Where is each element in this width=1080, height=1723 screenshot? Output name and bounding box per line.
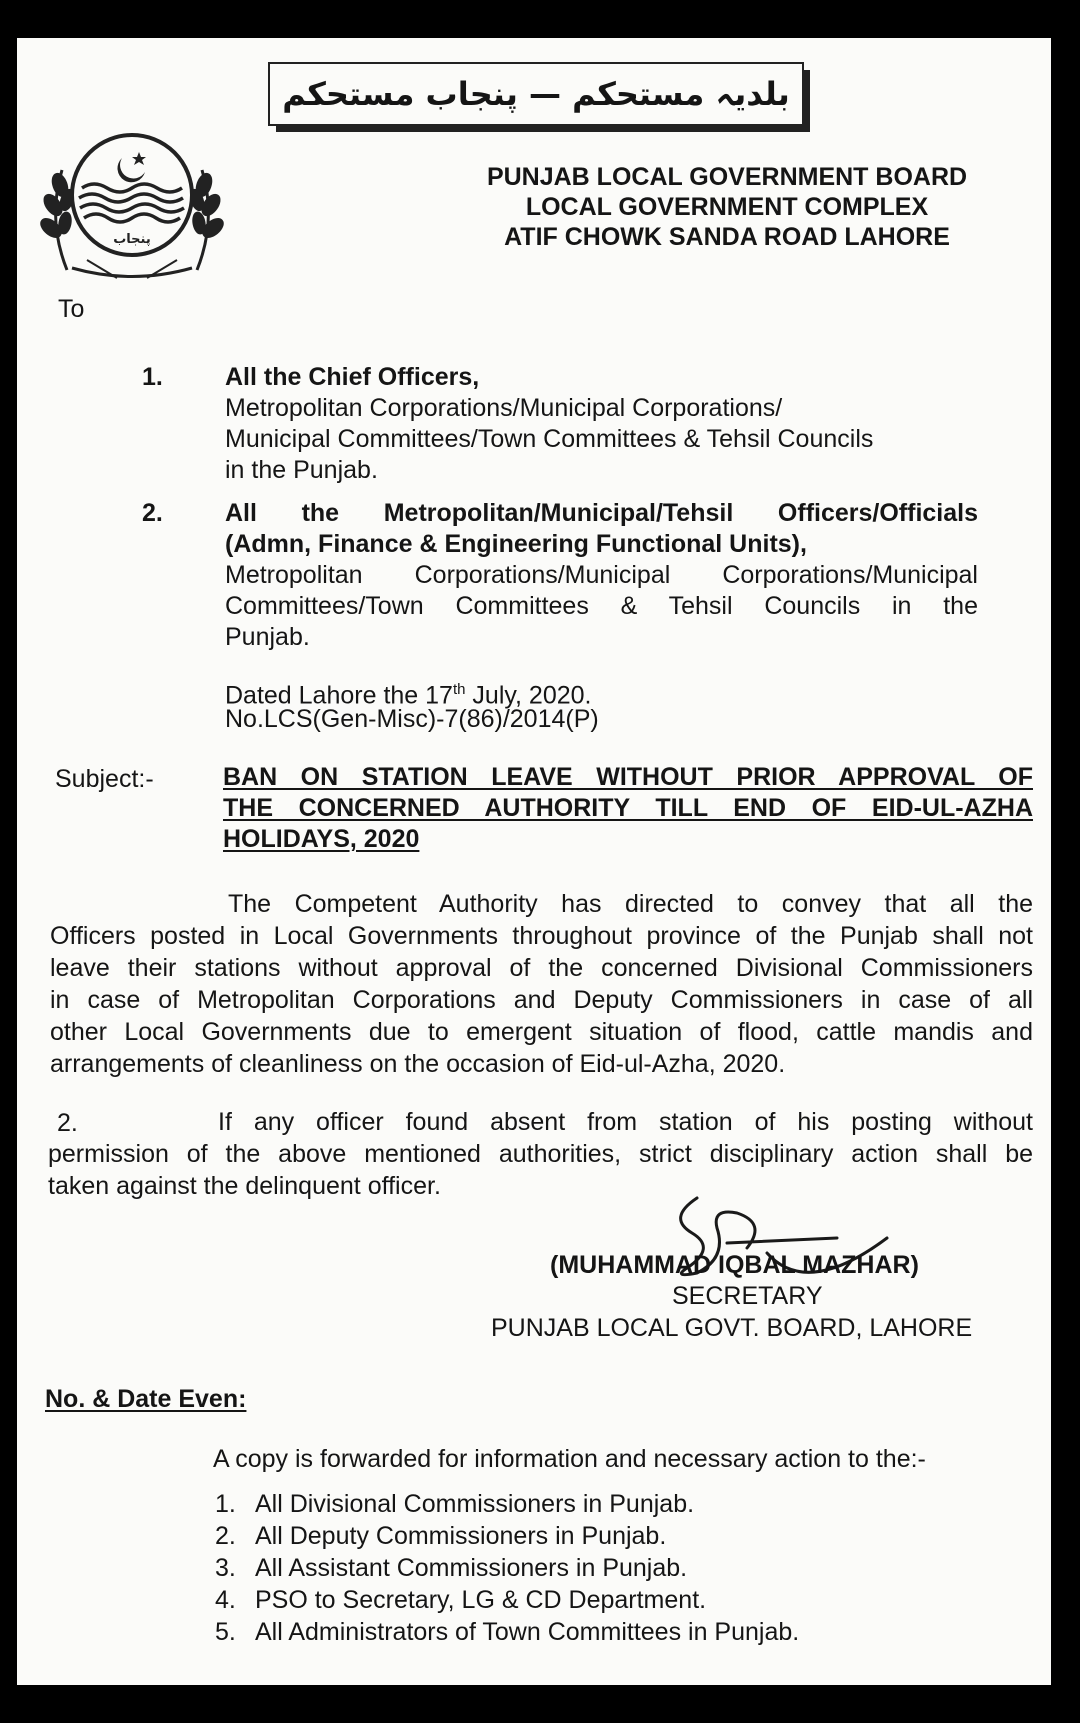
- addressee-line: Punjab.: [225, 623, 310, 651]
- subject-line: THE CONCERNED AUTHORITY TILL END OF EID-UL-AZHA: [223, 794, 1033, 822]
- paragraph-line: Officers posted in Local Governments throughout province of the Punjab shall not: [50, 922, 1033, 950]
- paragraph-1: [50, 888, 1033, 1080]
- list-item: 1. All Divisional Commissioners in Punjab.: [215, 1490, 695, 1518]
- addressee-number: 1.: [142, 363, 163, 391]
- paragraph-line: If any officer found absent from station of his posting without: [218, 1108, 1033, 1136]
- list-item: 3. All Assistant Commissioners in Punjab.: [215, 1554, 688, 1582]
- to-label: To: [58, 295, 85, 323]
- paragraph-line: The Competent Authority has directed to convey that all the: [228, 890, 1033, 918]
- punjab-emblem-icon: [27, 110, 237, 285]
- addressee-line: Municipal Committees/Town Committees & Tehsil Councils: [225, 425, 874, 453]
- reference-number: No.LCS(Gen-Misc)-7(86)/2014(P): [225, 705, 599, 733]
- copy-list: [215, 1488, 799, 1648]
- endorsement-heading: No. & Date Even:: [45, 1385, 247, 1413]
- addressee-line: Metropolitan Corporations/Municipal Corporations/: [225, 394, 783, 422]
- signatory-office: PUNJAB LOCAL GOVT. BOARD, LAHORE: [491, 1314, 973, 1342]
- signatory-designation: SECRETARY: [672, 1282, 823, 1310]
- dated-suffix: July, 2020.: [465, 681, 592, 710]
- paragraph-line: in case of Metropolitan Corporations and Deputy Commissioners in case of all: [50, 986, 1033, 1014]
- office-heading: [457, 162, 997, 252]
- addressee-line: Committees/Town Committees & Tehsil Councils in the: [225, 592, 978, 620]
- addressee-heading: All the Chief Officers,: [225, 363, 480, 391]
- signatory-name: (MUHAMMAD IQBAL MAZHAR): [550, 1251, 919, 1279]
- list-item: 5. All Administrators of Town Committees in Punjab.: [215, 1618, 800, 1646]
- addressee-heading: (Admn, Finance & Engineering Functional Units),: [225, 530, 807, 558]
- paragraph-line: taken against the delinquent officer.: [48, 1172, 441, 1200]
- paragraph-line: other Local Governments due to emergent situation of flood, cattle mandis and: [50, 1018, 1033, 1046]
- subject-line: HOLIDAYS, 2020: [223, 825, 420, 853]
- addressee-number: 2.: [142, 499, 163, 527]
- office-line: ATIF CHOWK SANDA ROAD LAHORE: [504, 223, 950, 251]
- subject-line: BAN ON STATION LEAVE WITHOUT PRIOR APPROVAL OF: [223, 763, 1033, 791]
- subject-text: [223, 762, 1033, 855]
- office-line: PUNJAB LOCAL GOVERNMENT BOARD: [486, 163, 968, 191]
- urdu-motto-box: [268, 62, 804, 126]
- subject-label: Subject:-: [55, 765, 154, 793]
- dated-prefix: Dated Lahore the 17: [225, 681, 453, 710]
- paragraph-line: leave their stations without approval of the concerned Divisional Commissioners: [50, 954, 1033, 982]
- endorsement-intro: A copy is forwarded for information and necessary action to the:-: [213, 1445, 926, 1473]
- emblem-text: پنجاب: [113, 232, 151, 247]
- urdu-motto: بلدیہ مستحکم — پنجاب مستحکم: [282, 75, 790, 113]
- addressee-1: [225, 362, 965, 486]
- office-line: LOCAL GOVERNMENT COMPLEX: [525, 193, 929, 221]
- paragraph-line: arrangements of cleanliness on the occasion of Eid-ul-Azha, 2020.: [50, 1050, 786, 1078]
- addressee-2: [225, 498, 978, 653]
- addressee-heading: All the Metropolitan/Municipal/Tehsil Officers/Officials: [225, 499, 978, 527]
- letter-page: [17, 38, 1051, 1685]
- list-item: 4. PSO to Secretary, LG & CD Department.: [215, 1586, 707, 1614]
- addressee-line: Metropolitan Corporations/Municipal Corporations/Municipal: [225, 561, 978, 589]
- addressee-line: in the Punjab.: [225, 456, 378, 484]
- list-item: 2. All Deputy Commissioners in Punjab.: [215, 1522, 667, 1550]
- paragraph-2-number: 2.: [57, 1109, 78, 1137]
- dated-sup: th: [452, 681, 466, 698]
- paragraph-line: permission of the above mentioned authorities, strict disciplinary action shall be: [48, 1140, 1033, 1168]
